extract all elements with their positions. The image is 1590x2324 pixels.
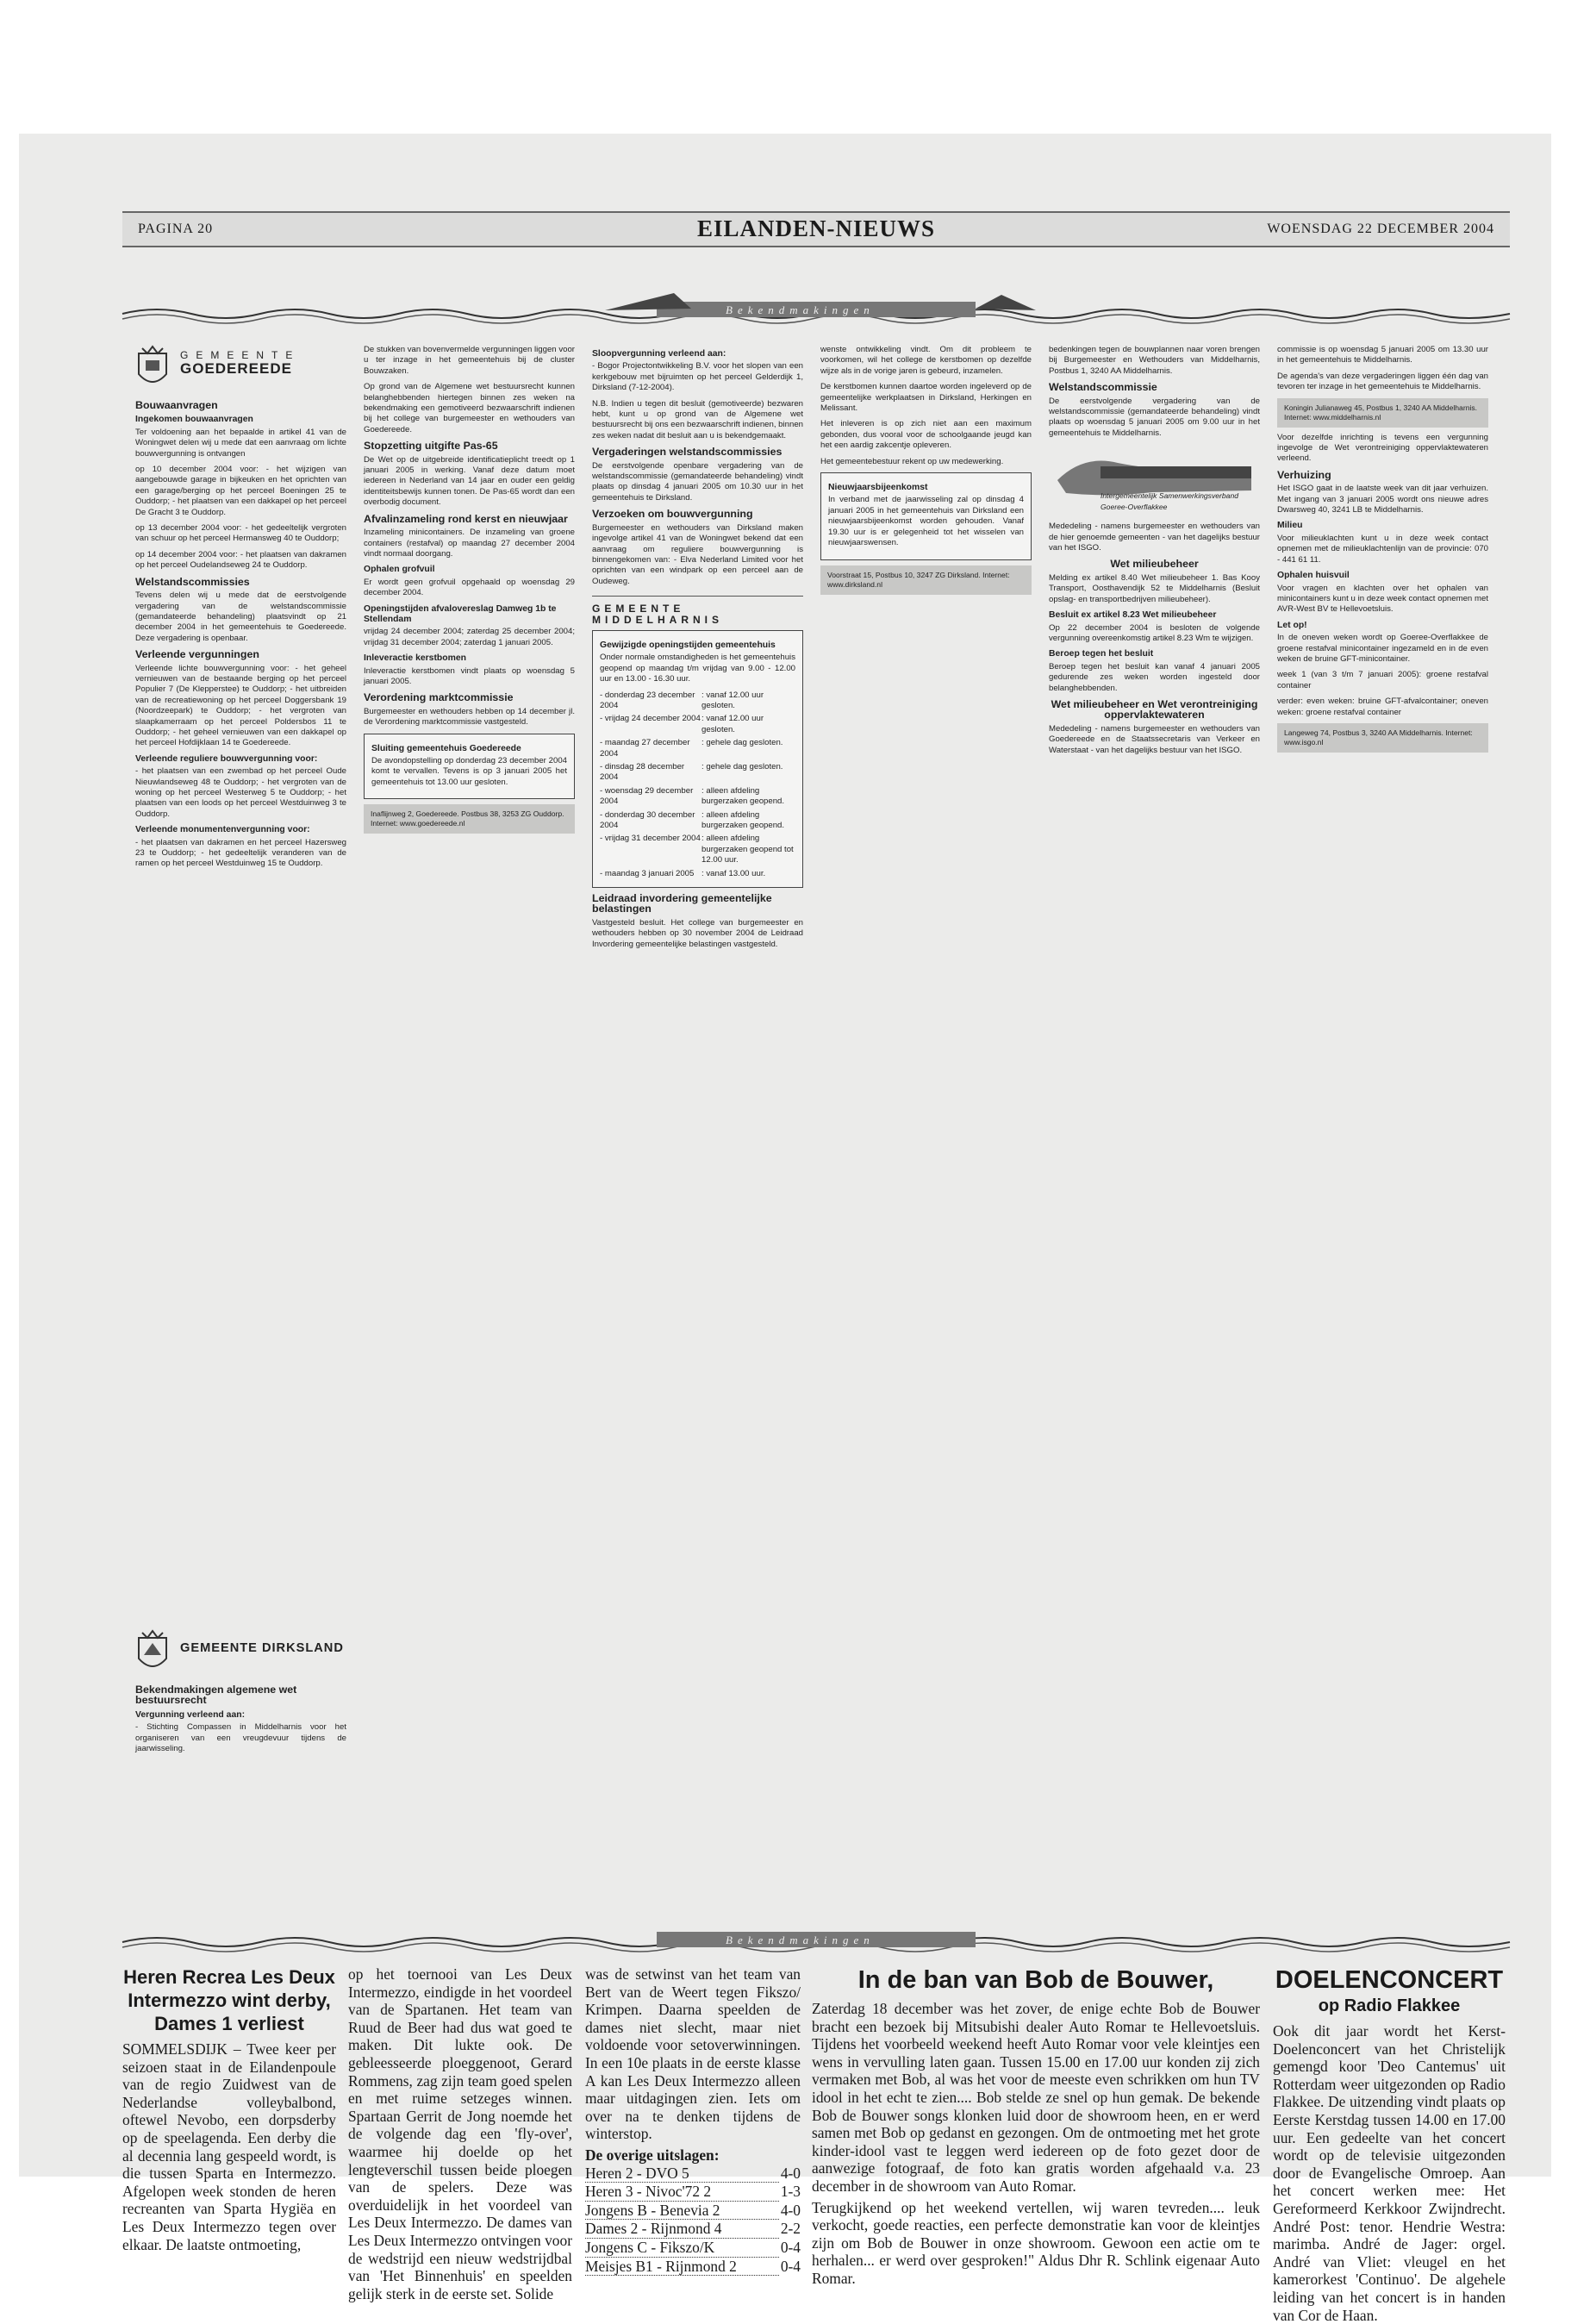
- nieuwjaar-title: Nieuwjaarsbijeenkomst: [828, 483, 928, 493]
- text-bedenkingen: bedenkingen tegen de bouwplannen naar voren brengen bij Burgemeester en Wethouders van Middelharnis, Postbus 1, 3240 AA Middelharnis.: [1049, 345, 1260, 376]
- article-volleybal-body: SOMMELSDIJK – Twee keer per seizoen staat in de Eilandenpoule van de regio Zuidwest van de Nederlandse volleybalbond, oftewel Nevobo, een dorpsderby op de speelagenda. Een derby die al decennia lang gespeeld wordt, is die tussen Sparta en Intermezzo. Afgelopen week stonden de heren recreanten van Sparta Hygiëa en Les Deux Intermezzo tegen over elkaar. De laatste ontmoeting,: [122, 2040, 336, 2253]
- result-team: Heren 3 - Nivoc'72 2: [585, 2183, 779, 2202]
- text-welstandscommissie: De eerstvolgende vergadering van de welstandscommissie (gemandateerde behandeling) vindt plaats op woensdag 5 januari 2005 om 9.00 uur in het gemeentehuis te Middelharnis.: [1049, 396, 1260, 438]
- isgo-logo: [1049, 446, 1260, 515]
- heading-besluit: Besluit ex artikel 8.23 Wet milieubeheer: [1049, 610, 1217, 621]
- result-row: [585, 2239, 801, 2258]
- heading-leidraad: Leidraad invordering gemeentelijke belastingen: [592, 892, 772, 915]
- heading-welstandscommissie: Welstandscommissie: [1049, 381, 1157, 394]
- openingstijden-list: [600, 690, 795, 880]
- column-6: [1277, 345, 1488, 1914]
- openingstijden-date: - donderdag 30 december 2004: [600, 809, 695, 831]
- openingstijden-row: [600, 869, 795, 879]
- paper-name: EILANDEN-NIEUWS: [696, 216, 936, 241]
- heading-afval: Afvalinzameling rond kerst en nieuwjaar: [364, 512, 568, 525]
- result-team: Meisjes B1 - Rijnmond 2: [585, 2258, 779, 2277]
- results-title: De overige uitslagen:: [585, 2146, 720, 2164]
- heading-verleend: Verleende vergunningen: [135, 648, 259, 661]
- openingstijden-date: - donderdag 23 december 2004: [600, 690, 695, 710]
- heading-verhuizing: Verhuizing: [1277, 468, 1331, 481]
- text-dirksland-vergunning: - Stichting Compassen in Middelharnis voor het organiseren van een vreugdevuur tijdens de jaarwisseling.: [135, 1722, 346, 1754]
- text-beroep: Beroep tegen het besluit kan vanaf 4 januari 2005 gedurende zes weken worden ingesteld door belanghebbenden.: [1049, 661, 1260, 693]
- openingstijden-time: : alleen afdeling burgerzaken geopend.: [701, 809, 785, 831]
- heading-marktcommissie: Verordening marktcommissie: [364, 691, 514, 704]
- banner-label-bottom: Bekendmakingen: [726, 1934, 875, 1946]
- openingstijden-row: [600, 714, 795, 735]
- article-bob-title: In de ban van Bob de Bouwer,: [857, 1966, 1214, 1994]
- column-4: [820, 345, 1032, 1914]
- article-doelenconcert: [1273, 1965, 1506, 2324]
- heading-verzoeken: Verzoeken om bouwvergunning: [592, 508, 753, 521]
- heading-wet-milieubeheer: Wet milieubeheer: [1110, 558, 1199, 571]
- heading-milieu: Milieu: [1277, 521, 1303, 531]
- text-let-op: In de oneven weken wordt op Goeree-Overflakkee de groene restafval minicontainer ingezameld en in de even weken de bruine GFT-minicontainer.: [1277, 633, 1488, 664]
- bekendmakingen-banner-bottom: [122, 1918, 1510, 1961]
- masthead: [122, 211, 1510, 247]
- text-verzoeken: Burgemeester en wethouders van Dirksland maken ingevolge artikel 41 van de Woningwet bekend dat een aanvraag om reguliere bouwvergunning is binnengekomen van: - Elva Nederland Limited voor het oprichten van een windpark op een perceel aan de Oudeweg.: [592, 522, 803, 586]
- text-nb: N.B. Indien u tegen dit besluit (gemotiveerde) bezwaren hebt, kunt u op grond van de Algemene wet bestuursrecht bij ons een bezwaarschrift indienen, binnen zes weken nadat dit besluit aan u is bekendgemaakt.: [592, 398, 803, 440]
- dirksland-name: GEMEENTE DIRKSLAND: [180, 1641, 344, 1655]
- article-doelen-title: DOELENCONCERT: [1275, 1966, 1504, 1994]
- openingstijden-row: [600, 762, 795, 784]
- openingstijden-box: [592, 630, 803, 888]
- nieuwjaar-box: [820, 472, 1032, 559]
- column-goedereede: [135, 345, 346, 1879]
- openingstijden-date: - dinsdag 28 december 2004: [600, 762, 685, 783]
- heading-let-op: Let op!: [1277, 620, 1307, 630]
- result-score: 4-0: [780, 2164, 801, 2182]
- text-stukken: De stukken van bovenvermelde vergunningen liggen voor u ter inzage in het gemeentehuis bij de cluster Bouwzaken.: [364, 345, 575, 376]
- result-score: 2-2: [780, 2220, 801, 2238]
- openingstijden-time: : gehele dag gesloten.: [701, 738, 783, 748]
- openingstijden-time: : vanaf 13.00 uur.: [701, 868, 766, 878]
- column-2: [364, 345, 575, 1914]
- openingstijden-time: : alleen afdeling burgerzaken geopend.: [701, 785, 785, 807]
- heading-pas65: Stopzetting uitgifte Pas-65: [364, 440, 498, 453]
- issue-date: WOENSDAG 22 DECEMBER 2004: [1267, 222, 1494, 236]
- result-row: [585, 2202, 801, 2221]
- heading-kerstbomen: Inleveractie kerstbomen: [364, 653, 466, 664]
- result-row: [585, 2220, 801, 2239]
- article-bob-body: Zaterdag 18 december was het zover, de enige echte Bob de Bouwer bracht een bezoek bij Mitsubishi dealer Auto Romar te Hellevoetsluis. Tijdens het voorbeeld weekend heeft Auto Romar voor vele kleintjes een wens in vervulling laten gaan. Tussen 15.00 en 17.00 uur konden zij zich vermaken met Bob, al was het voor de meeste even schrikken om hun TV idool in het echt te zien.... Bob stelde ze snel op hun gemak. De bekende Bob de Bouwer songs klonken luid door de showroom heen, en er werd samen met Bob op gedanst en gezongen. Om de ontmoeting met het grote kinder-idool vast te leggen werd iedereen op de foto gezet door de aanwezige fotograaf, de foto kan gratis worden afgehaald v.a. 23 december in de showroom van Auto Romar.: [812, 2000, 1260, 2195]
- heading-huisvuil: Ophalen huisvuil: [1277, 571, 1350, 581]
- text-kerst-4: Het gemeentebestuur rekent op uw medewerking.: [820, 456, 1004, 466]
- text-monument: - het plaatsen van dakramen en het perceel Hazersweg 23 te Ouddorp; - het gedeeltelijk veranderen van de ramen op het perceel Westduinweg 15 te Ouddorp.: [135, 837, 346, 869]
- text-pas65: De Wet op de uitgebreide identificatieplicht treedt op 1 januari 2005 in werking. Vanaf deze datum moet iedereen in Nederland van 14 jaar en ouder een geldig identiteitsbewijs kunnen tonen. De Pas-65 wordt dan een overbodig document.: [364, 454, 575, 508]
- heading-openingstijden: Openingstijden afvalovereslag Damweg 1b te Stellendam: [364, 603, 557, 624]
- text-bezwaar: Op grond van de Algemene wet bestuursrecht kunnen belanghebbenden hiertegen binnen zes weken na bekendmaking een gemotiveerd bezwaarschrift indienen bij het college van burgemeester en wethouders van Goedereede.: [364, 382, 575, 434]
- text-welstand-dirksland: De eerstvolgende openbare vergadering van de welstandscommissie (gemandateerde behandeling) vindt plaats op dinsdag 4 januari 2005 om 10.30 uur in het gemeentehuis te Dirksland.: [592, 460, 803, 503]
- column-5: [1049, 345, 1260, 1914]
- heading-grofvuil: Ophalen grofvuil: [364, 565, 435, 575]
- result-team: Dames 2 - Rijnmond 4: [585, 2220, 779, 2239]
- text-reguliere: - het plaatsen van een zwembad op het perceel Oude Nieuwlandseweg 48 te Ouddorp; - het vergroten van de woning op het perceel Westerweg 5 te Ouddorp; - het plaatsen van een loods op het perceel Westduinweg 3 te Ouddorp.: [135, 766, 346, 819]
- text-besluit: Op 22 december 2004 is besloten de volgende vergunning overeenkomstig artikel 8.23 Wm te wijzigen.: [1049, 622, 1260, 643]
- text-leidraad: Vastgesteld besluit. Het college van burgemeester en wethouders hebben op 30 november 2004 de Leidraad Invordering gemeentelijke belastingen vastgesteld.: [592, 917, 803, 949]
- middelharnis-header: GEMEENTE MIDDELHARNIS: [592, 596, 803, 625]
- text-openingstijden: vrijdag 24 december 2004; zaterdag 25 december 2004; vrijdag 31 december 2004; zaterdag 1 januari 2005.: [364, 627, 575, 647]
- goedereede-label-top: GEMEENTE: [180, 349, 301, 361]
- heading-welstand-dirksland: Vergaderingen welstandscommissies: [592, 446, 783, 459]
- openingstijden-intro: Onder normale omstandigheden is het gemeentehuis geopend op maandag t/m vrijdag van 9.00 - 12.00 uur en 13.00 - 16.30 uur.: [600, 653, 795, 684]
- openingstijden-row: [600, 834, 795, 865]
- text-commissie: commissie is op woensdag 5 januari 2005 om 13.30 uur in het gemeentehuis te Middelharnis.: [1277, 345, 1488, 365]
- goedereede-crest-icon: [135, 345, 170, 390]
- result-row: [585, 2183, 801, 2202]
- openingstijden-date: - maandag 3 januari 2005: [600, 868, 695, 878]
- text-isgo-intro: Mededeling - namens burgemeester en wethouders van de hier genoemde gemeenten - van het dagelijks bestuur van het ISGO.: [1049, 522, 1260, 553]
- heading-sloop: Sloopvergunning verleend aan:: [592, 349, 726, 359]
- result-score: 0-4: [780, 2238, 801, 2256]
- heading-monument: Verleende monumentenvergunning voor:: [135, 825, 310, 835]
- sluiting-text: De avondopstelling op donderdag 23 december 2004 komt te vervallen. Tevens is op 3 januari 2005 het gemeentehuis tot 13.00 uur gesloten.: [371, 756, 567, 787]
- text-afval: Inzameling minicontainers. De inzameling van groene containers (restafval) op maandag 27 december 2004 vindt normaal doorgang.: [364, 528, 575, 559]
- heading-ingekomen: Ingekomen bouwaanvragen: [135, 415, 253, 425]
- text-milieu: Voor milieuklachten kunt u in deze week contact opnemen met de milieuklachtenlijn van de provincie: 070 - 441 61 11.: [1277, 533, 1488, 565]
- openingstijden-date: - woensdag 29 december 2004: [600, 785, 694, 807]
- sluiting-box: [364, 734, 575, 800]
- openingstijden-row: [600, 738, 795, 759]
- article-volleybal-body-2: op het toernooi van Les Deux Intermezzo, eindigde in het voordeel van de Spartanen. Het team van Ruud de Beer had dus wat goed te maken. Dit lukte ook. De gebleesseerde ploeggenoot, Gerard Rommens, zag zijn team goed spelen en met ruime setzeges winnen. Spartaan Gerrit de Jong noemde het de volgende dag een 'fly-over', waarmee hij doelde op het lengteverschil tussen beide ploegen van de spelers. Deze was overduidelijk in het voordeel van Les Deux Intermezzo. De dames van Les Deux Intermezzo ontvingen voor de wedstrijd een nieuw wedstrijdbal van 'Het Binnenhuis' en speelden gelijk sterk in de eerste set. Solide: [348, 1965, 572, 2302]
- heading-beroep: Beroep tegen het besluit: [1049, 649, 1154, 659]
- openingstijden-date: - vrijdag 24 december 2004: [600, 714, 701, 724]
- column-3: [592, 345, 803, 1914]
- result-score: 1-3: [780, 2183, 801, 2201]
- openingstijden-time: : vanaf 12.00 uur gesloten.: [701, 714, 764, 734]
- heading-dirksland-bekendmakingen: Bekendmakingen algemene wet bestuursrecht: [135, 1684, 297, 1707]
- isgo-contact-box: Langeweg 74, Postbus 3, 3240 AA Middelharnis. Internet: www.isgo.nl: [1277, 723, 1488, 753]
- middelharnis-contact-box: Koningin Julianaweg 45, Postbus 1, 3240 AA Middelharnis. Internet: www.middelharnis.nl: [1277, 398, 1488, 428]
- text-agenda: De agenda's van deze vergaderingen liggen één dag van tevoren ter inzage in het gemeentehuis te Middelharnis.: [1277, 371, 1488, 392]
- openingstijden-time: : alleen afdeling burgerzaken geopend tot 12.00 uur.: [701, 834, 794, 865]
- openingstijden-date: - vrijdag 31 december 2004: [600, 834, 701, 844]
- banner-label: Bekendmakingen: [726, 303, 875, 316]
- goedereede-header: [135, 345, 346, 395]
- article-doelen-subtitle: op Radio Flakkee: [1318, 1996, 1461, 2015]
- openingstijden-time: : vanaf 12.00 uur gesloten.: [701, 690, 764, 710]
- text-kerst-3: Het inleveren is op zich niet aan een maximum gebonden, dus vooral voor de schoolgaande jeugd kan het een aardig zakcentje opleveren.: [820, 419, 1032, 451]
- text-kerst-1: wenste ontwikkeling vindt. Om dit probleem te voorkomen, wil het college de kerstbomen op dezelfde wijze als in de vorige jaren is gebeurd, inzamelen.: [820, 345, 1032, 376]
- text-grofvuil: Er wordt geen grofvuil opgehaald op woensdag 29 december 2004.: [364, 577, 575, 598]
- result-team: Jongens B - Benevia 2: [585, 2202, 779, 2221]
- text-intro: Ter voldoening aan het bepaalde in artikel 41 van de Woningwet delen wij u mede dat een aanvraag om lichte bouwvergunning is ontvangen: [135, 427, 346, 459]
- dirksland-crest-icon: [135, 1629, 170, 1674]
- article-volleybal-cont: [348, 1965, 572, 2302]
- text-aanvraag-2: op 13 december 2004 voor: - het gedeeltelijk vergroten van schuur op het perceel Hermansweg 40 te Ouddorp;: [135, 523, 346, 544]
- openingstijden-row: [600, 786, 795, 808]
- result-score: 0-4: [780, 2257, 801, 2275]
- text-verhuizing: Het ISGO gaat in de laatste week van dit jaar verhuizen. Met ingang van 3 januari 2005 wordt ons nieuwe adres Dwarsweg 40, 3241 LB te Middelharnis.: [1277, 484, 1488, 515]
- text-aanvraag-1: op 10 december 2004 voor: - het wijzigen van aangebouwde garage in bijkeuken en het oprichten van een garage/berging op het perceel Boeningen 25 te Ouddorp; - het plaatsen van een dakkapel op het perceel De Gracht 3 te Ouddorp.: [135, 465, 346, 517]
- text-verleend: Verleende lichte bouwvergunning voor: - het geheel vernieuwen van de bestaande berging op het perceel Populier 7 (De Klepperstee) te Ouddorp; - het uitbreiden van de recreatiewoning op het perceel Doggersbank 19 (Noordzeepark) te Ouddorp; - het vergroten van slaapkamerraam op het perceel Poldersbos 11 te Ouddorp; - het geheel vernieuwen van een dakkapel op het perceel Hofdijklaan 14 te Goedereede.: [135, 663, 346, 748]
- article-doelen-body: Ook dit jaar wordt het Kerst-Doelenconcert van het Christelijk gemengd koor 'Deo Cantemus' uit Rotterdam weer uitgezonden op Radio Flakkee. De uitzending vindt plaats op Eerste Kerstdag tussen 14.00 en 17.00 uur. Een gedeelte van het concert wordt op de televisie uitgezonden door de Evangelische Omroep. Aan het concert werken mee: Het Gereformeerd Kerkkoor Zwijndrecht. André Post: tenor. Hendrie Westra: marimba. André de Jager: orgel. André van Vliet: vleugel en het kamerorkest 'Continuo'. De algehele leiding van het concert is in handen van Cor de Haan.: [1273, 2022, 1506, 2324]
- result-score: 4-0: [780, 2201, 801, 2219]
- openingstijden-row: [600, 690, 795, 712]
- goedereede-name: GOEDEREEDE: [180, 360, 292, 377]
- text-sloop: - Bogor Projectontwikkeling B.V. voor het slopen van een kerkgebouw met bijruimten op het perceel Gelderdijk 1, Dirksland (7-12-2004).: [592, 361, 803, 393]
- heading-bouwaanvragen: Bouwaanvragen: [135, 399, 218, 411]
- isgo-logo-text: Intergemeentelijk Samenwerkingsverband Goeree-Overflakkee: [1101, 491, 1239, 511]
- text-verder: verder: even weken: bruine GFT-afvalcontainer; oneven weken: groene restafval container: [1277, 697, 1488, 717]
- heading-welstand: Welstandscommissies: [135, 575, 250, 588]
- text-huisvuil: Voor vragen en klachten over het ophalen van minicontainers kunt u in deze week contact opnemen met AVR-West BV te Hellevoetsluis.: [1277, 583, 1488, 615]
- result-team: Heren 2 - DVO 5: [585, 2165, 779, 2183]
- bekendmakingen-banner-top: [122, 284, 1510, 328]
- dirksland-contact-box: Voorstraat 15, Postbus 10, 3247 ZG Dirksland. Internet: www.dirksland.nl: [820, 565, 1032, 595]
- article-volleybal: [122, 1965, 336, 2253]
- openingstijden-time: : gehele dag gesloten.: [701, 762, 783, 772]
- text-marktcommissie: Burgemeester en wethouders hebben op 14 december jl. de Verordening marktcommissie vastgesteld.: [364, 706, 575, 728]
- openingstijden-title: Gewijzigde openingstijden gemeentehuis: [600, 640, 776, 650]
- article-bob-body-2: Terugkijkend op het weekend vertellen, wij waren tevreden.... leuk verkocht, goede reacties, een perfecte demonstratie kan voor de kleintjes zijn om Bob de Bouwer in onze showroom. Gewoon een actie om te herhalen... er werd over gesproken!" Aldus Dhr R. Schlink eigenaar Auto Romar.: [812, 2198, 1260, 2287]
- heading-dirksland-vergunning: Vergunning verleend aan:: [135, 1709, 246, 1720]
- result-row: [585, 2165, 801, 2183]
- goedereede-contact-box: Inaflijnweg 2, Goedereede. Postbus 38, 3253 ZG Ouddorp. Internet: www.goedereede.nl: [364, 804, 575, 834]
- article-volleybal-title: Heren Recrea Les Deux Intermezzo wint derby, Dames 1 verliest: [123, 1966, 335, 2034]
- text-kerst-2: De kerstbomen kunnen daartoe worden ingeleverd op de gemeentelijke werkplaatsen in Dirksland, Herkingen en Melissant.: [820, 382, 1032, 414]
- text-melding: Melding ex artikel 8.40 Wet milieubeheer 1. Bas Kooy Transport, Oosthavendijk 52 te Middelharnis (Besluit opslag- en transportbedrijven milieubeheer).: [1049, 572, 1260, 604]
- dirksland-header: [135, 1629, 346, 1679]
- heading-wvo: Wet milieubeheer en Wet verontreiniging oppervlaktewateren: [1051, 697, 1258, 722]
- text-inrichting: Voor dezelfde inrichting is tevens een vergunning ingevolge de Wet verontreiniging oppervlaktewateren verleend.: [1277, 432, 1488, 464]
- sluiting-title: Sluiting gemeentehuis Goedereede: [371, 743, 521, 753]
- openingstijden-row: [600, 810, 795, 832]
- openingstijden-date: - maandag 27 december 2004: [600, 738, 690, 759]
- text-welstand: Tevens delen wij u mede dat de eerstvolgende vergadering van de welstandscommissie (gemandateerde behandeling) plaatsvindt op 21 december 2004 in het gemeentehuis te Goedereede. Deze vergadering is openbaar.: [135, 590, 346, 643]
- article-volleybal-body-3: was de setwinst van het team van Bert van de Weert tegen Fikszo/ Krimpen. Daarna speelden de dames niet slecht, maar niet voldoende voor setoverwinningen. In een 10e plaats in de eerste klasse A kan Les Deux Intermezzo alleen maar uitdagingen zien. Iets om over na te denken tijdens de winterstop.: [585, 1965, 801, 2143]
- results-list: [585, 2165, 801, 2277]
- article-bob: [812, 1965, 1260, 2287]
- result-team: Jongens C - Fikszo/K: [585, 2239, 779, 2258]
- text-wvo: Mededeling - namens burgemeester en wethouders van Goedereede en de Staatssecretaris van Verkeer en Waterstaat - van het dagelijks bestuur van het ISGO.: [1049, 723, 1260, 755]
- text-week1: week 1 (van 3 t/m 7 januari 2005): groene restafval container: [1277, 670, 1488, 690]
- result-row: [585, 2258, 801, 2277]
- newspaper-page: [122, 211, 1510, 2324]
- heading-reguliere: Verleende reguliere bouwvergunning voor:: [135, 753, 318, 764]
- article-volleybal-cont-2: [585, 1965, 801, 2275]
- text-aanvraag-3: op 14 december 2004 voor: - het plaatsen van dakramen op het perceel Oudelandseweg 24 te Ouddorp.: [135, 549, 346, 571]
- dirksland-section: [135, 1629, 346, 1759]
- text-kerstbomen: Inleveractie kerstbomen vindt plaats op woensdag 5 januari 2005.: [364, 665, 575, 686]
- page-number: PAGINA 20: [138, 222, 214, 236]
- nieuwjaar-text: In verband met de jaarwisseling zal op dinsdag 4 januari 2005 in het gemeentehuis van Dirksland een nieuwjaarsbijeenkomst worden gehouden. Vanaf 19.30 uur is er gelegenheid tot het wisselen van nieuwjaarswensen.: [828, 495, 1024, 548]
